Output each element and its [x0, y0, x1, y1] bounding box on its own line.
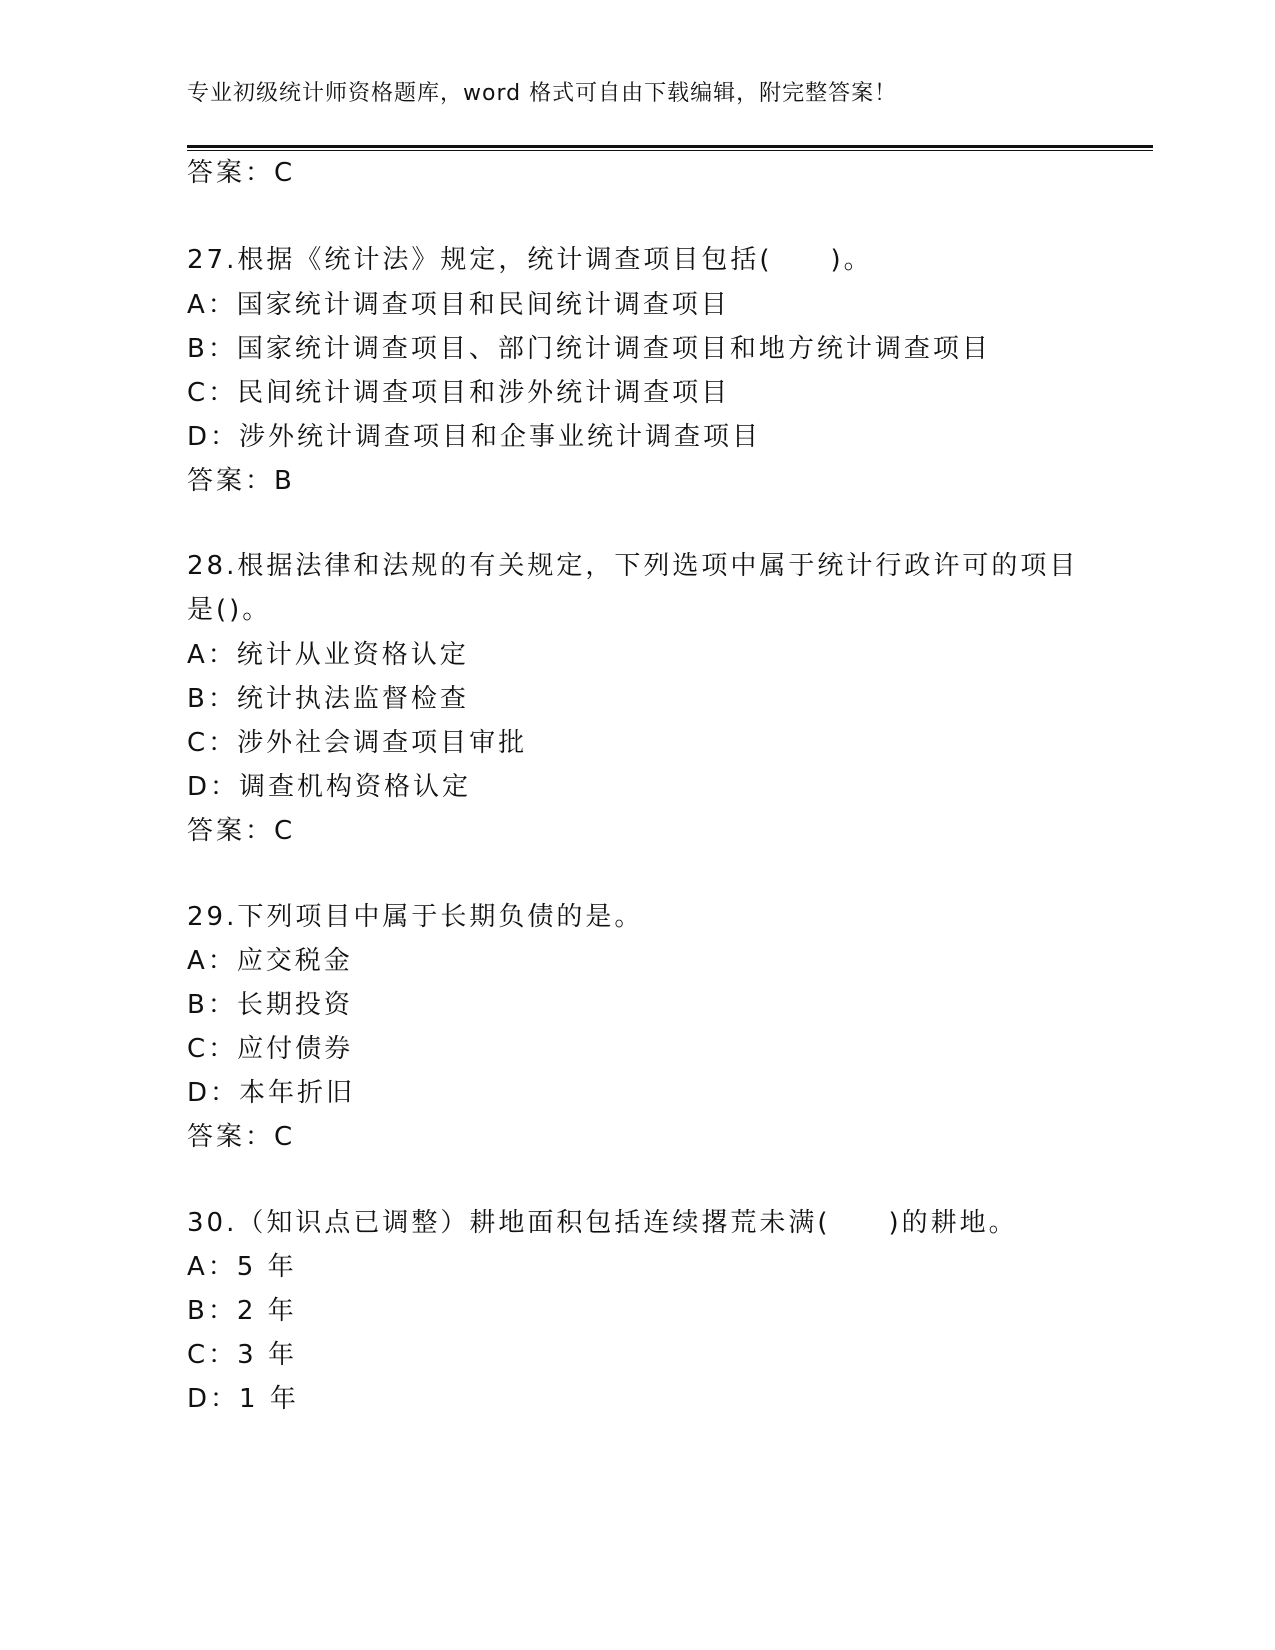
- option-c: C：3 年: [187, 1340, 297, 1370]
- question-stem: 28.根据法律和法规的有关规定，下列选项中属于统计行政许可的项目: [187, 551, 1079, 581]
- option-d: D：涉外统计调查项目和企事业统计调查项目: [187, 422, 762, 452]
- option-d: D：本年折旧: [187, 1078, 356, 1108]
- option-c: C：应付债券: [187, 1034, 354, 1064]
- option-b: B：统计执法监督检查: [187, 684, 469, 714]
- answer: 答案：C: [187, 1122, 296, 1152]
- question-stem: 27.根据《统计法》规定，统计调查项目包括( )。: [187, 245, 873, 275]
- option-d: D：1 年: [187, 1384, 299, 1414]
- option-c: C：涉外社会调查项目审批: [187, 728, 528, 758]
- question-stem-continued: 是()。: [187, 595, 272, 625]
- option-d: D：调查机构资格认定: [187, 772, 472, 802]
- option-c: C：民间统计调查项目和涉外统计调查项目: [187, 378, 731, 408]
- option-a: A：应交税金: [187, 946, 353, 976]
- answer: 答案：C: [187, 816, 296, 846]
- option-a: A：5 年: [187, 1252, 297, 1282]
- page-header: 专业初级统计师资格题库，word 格式可自由下载编辑，附完整答案！: [187, 81, 898, 106]
- question-stem: 30.（知识点已调整）耕地面积包括连续撂荒未满( )的耕地。: [187, 1208, 1018, 1238]
- prev-answer: 答案：C: [187, 158, 296, 188]
- answer: 答案：B: [187, 466, 295, 496]
- option-a: A：统计从业资格认定: [187, 640, 469, 670]
- header-rule: [187, 145, 1153, 151]
- question-stem: 29.下列项目中属于长期负债的是。: [187, 902, 644, 932]
- option-b: B：长期投资: [187, 990, 353, 1020]
- option-b: B：2 年: [187, 1296, 297, 1326]
- option-a: A：国家统计调查项目和民间统计调查项目: [187, 290, 730, 320]
- option-b: B：国家统计调查项目、部门统计调查项目和地方统计调查项目: [187, 334, 991, 364]
